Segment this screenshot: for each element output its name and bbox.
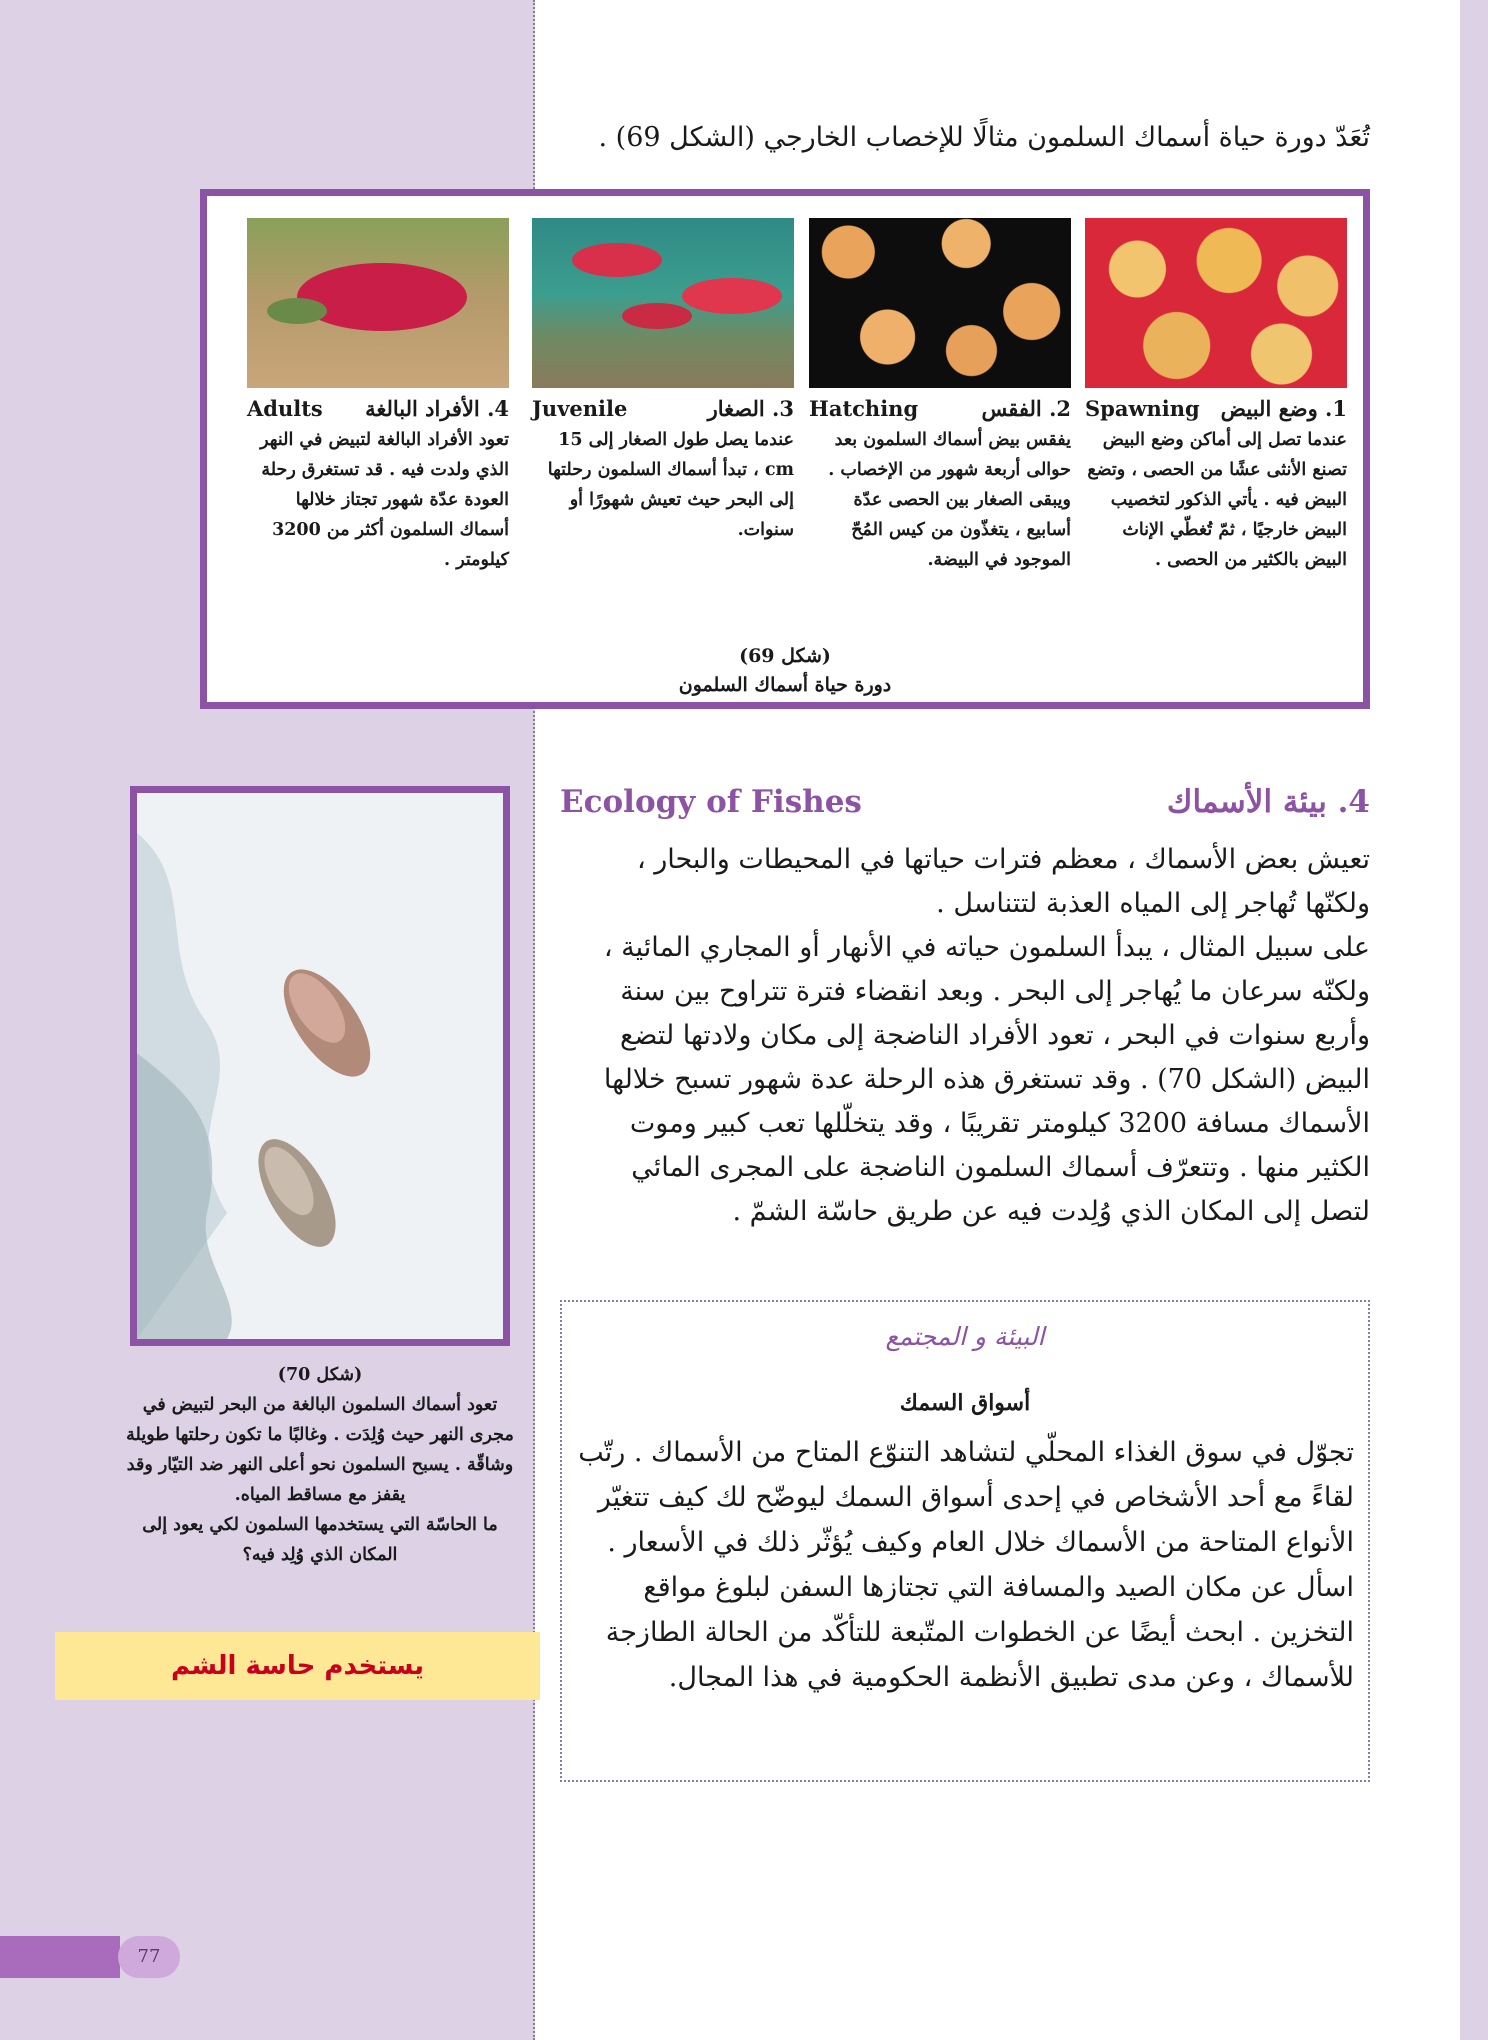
stage-hatching: [809, 218, 1071, 575]
environment-society-box: [560, 1300, 1370, 1782]
stage-ar-title: 2. الفقس: [981, 396, 1071, 421]
society-subtitle: أسواق السمك: [899, 1390, 1031, 1416]
section-paragraph-2: على سبيل المثال ، يبدأ السلمون حياته في الأنهار أو المجاري المائية ، ولكنّه سرعان ما يُهاجر إلى البحر . وبعد انقضاء فترة تتراوح بين سنة وأربع سنوات في البحر ، تعود الأفراد الناضجة إلى مكان ولادتها لتضع البيض (الشكل 70) . وقد تستغرق هذه الرحلة عدة شهور تسبح خلالها الأسماك مسافة 3200 كيلومتر تقريبًا ، وقد يتخلّلها تعب كبير وموت الكثير منها . وتتعرّف أسماك السلمون الناضجة على المجرى المائي لتصل إلى المكان الذي وُلِدت فيه عن طريق حاسّة الشمّ .: [603, 932, 1370, 1227]
society-tag: البيئة و المجتمع: [885, 1322, 1045, 1351]
stage-ar-title: 4. الأفراد البالغة: [365, 396, 509, 421]
page-number-bar: [0, 1936, 120, 1978]
figure-70-question: ما الحاسّة التي يستخدمها السلمون لكي يعود إلى المكان الذي وُلِد فيه؟: [142, 1515, 498, 1565]
society-paragraph-1: تجوّل في سوق الغذاء المحلّي لتشاهد التنوّع المتاح من الأسماك . رتّب لقاءً مع أحد الأشخاص في إحدى أسواق السمك ليوضّح لك كيف تتغيّر الأنواع المتاحة من الأسماك خلال العام وكيف يُؤثّر ذلك في الأسعار .: [578, 1437, 1354, 1558]
stage-juvenile: [532, 218, 794, 545]
page-number: 77: [118, 1936, 180, 1978]
juvenile-fish-shape: [682, 278, 782, 314]
stage-spawning: [1085, 218, 1347, 575]
salmon-waterfall-illustration: [137, 793, 503, 1339]
section-body: [575, 838, 1370, 1234]
stage-en-title: Juvenile: [532, 396, 628, 421]
intro-text: تُعَدّ دورة حياة أسماك السلمون مثالًا للإخصاب الخارجي (الشكل 69) .: [598, 122, 1370, 153]
stage-en-title: Adults: [247, 396, 323, 421]
figure-69-label: (شكل 69): [739, 645, 831, 667]
stage-adults: [247, 218, 509, 575]
stage-text: تعود الأفراد البالغة لتبيض في النهر الذي ولدت فيه . قد تستغرق رحلة العودة عدّة شهور تجتاز خلالها أسماك السلمون أكثر من 3200 كيلومتر .: [260, 430, 509, 570]
juvenile-fish-shape: [622, 303, 692, 329]
figure-70-label: (شكل 70): [277, 1365, 363, 1385]
adult-fish-shape: [297, 263, 467, 331]
stage-ar-title: 1. وضع البيض: [1220, 396, 1347, 421]
stage-ar-title: 3. الصغار: [707, 396, 794, 421]
society-text: [576, 1430, 1354, 1700]
section-paragraph-1: تعيش بعض الأسماك ، معظم فترات حياتها في المحيطات والبحار ، ولكنّها تُهاجر إلى المياه العذبة لتتناسل .: [636, 844, 1370, 919]
hatching-photo: [809, 218, 1071, 388]
stage-text: عندما يصل طول الصغار إلى 15 cm ، تبدأ أسماك السلمون رحلتها إلى البحر حيث تعيش شهورًا أو سنوات.: [547, 430, 794, 540]
adult-fish-head-shape: [267, 298, 327, 324]
stage-text: عندما تصل إلى أماكن وضع البيض تصنع الأنثى عشًا من الحصى ، وتضع البيض فيه . يأتي الذكور لتخصيب البيض خارجيًا ، ثمّ تُغطّي الإناث البيض بالكثير من الحصى .: [1087, 430, 1347, 570]
section-en-title: Ecology of Fishes: [560, 784, 862, 820]
society-paragraph-2: اسأل عن مكان الصيد والمسافة التي تجتازها السفن لبلوغ مواقع التخزين . ابحث أيضًا عن الخطوات المتّبعة للتأكّد من الحالة الطازجة للأسماك ، وعن مدى تطبيق الأنظمة الحكومية في هذا المجال.: [605, 1572, 1354, 1693]
juvenile-photo: [532, 218, 794, 388]
stage-en-title: Spawning: [1085, 396, 1200, 421]
stage-en-title: Hatching: [809, 396, 919, 421]
spawning-photo: [1085, 218, 1347, 388]
figure-70-photo: [130, 786, 510, 1346]
answer-highlight: يستخدم حاسة الشم: [55, 1632, 540, 1700]
adults-photo: [247, 218, 509, 388]
figure-69: [200, 189, 1370, 709]
section-ar-title: 4. بيئة الأسماك: [1166, 784, 1370, 820]
juvenile-fish-shape: [572, 243, 662, 277]
figure-69-title: دورة حياة أسماك السلمون: [678, 674, 892, 696]
figure-70-text: تعود أسماك السلمون البالغة من البحر لتبيض في مجرى النهر حيث وُلِدَت . وغالبًا ما تكون رحلتها طويلة وشاقّة . يسبح السلمون نحو أعلى النهر ضد التيّار وقد يقفز مع مساقط المياه.: [126, 1395, 514, 1505]
right-margin-band: [1460, 0, 1488, 2040]
section-heading: [560, 784, 1370, 834]
stage-text: يفقس بيض أسماك السلمون بعد حوالى أربعة شهور من الإخصاب . ويبقى الصغار بين الحصى عدّة أسابيع ، يتغذّون من كيس المُحّ الموجود في البيضة.: [828, 430, 1071, 570]
figure-70-caption: [125, 1360, 515, 1570]
